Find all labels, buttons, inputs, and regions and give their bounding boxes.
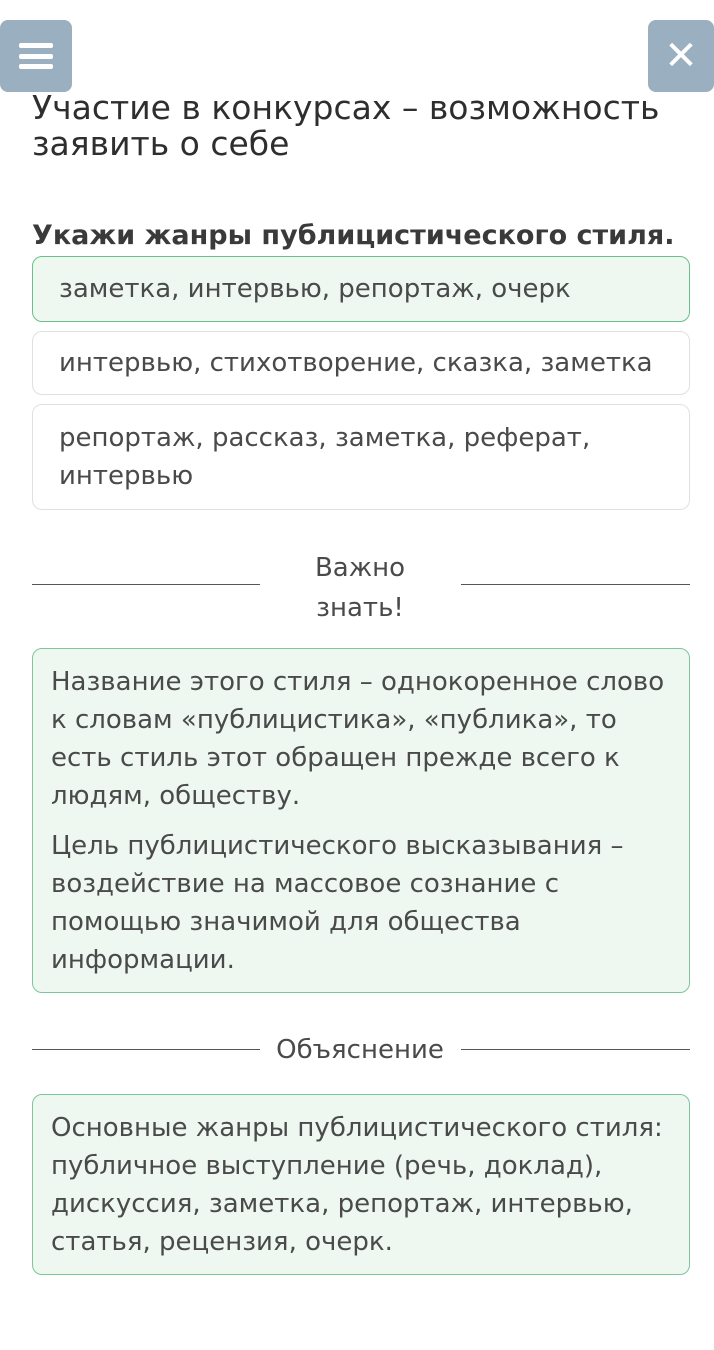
close-button[interactable] bbox=[648, 20, 714, 92]
divider-left bbox=[32, 584, 260, 585]
question-text: Укажи жанры публицистического стиля. bbox=[32, 220, 675, 251]
answer-option-label: репортаж, рассказ, заметка, реферат, интервью bbox=[59, 423, 591, 491]
important-info-box bbox=[32, 648, 690, 993]
explanation-heading: Объяснение bbox=[276, 1035, 444, 1065]
hamburger-menu-icon bbox=[19, 43, 53, 69]
answer-option-1[interactable] bbox=[32, 256, 690, 322]
important-paragraph: Название этого стиля – однокоренное слово к словам «публицистика», «публика», то есть стиль этот обращен прежде всего к людям, обществу. bbox=[51, 667, 665, 811]
lesson-title: Участие в конкурсах – возможность заявить о себе bbox=[32, 88, 660, 163]
divider-right bbox=[461, 584, 690, 585]
answer-option-3[interactable] bbox=[32, 404, 690, 510]
explanation-box bbox=[32, 1094, 690, 1275]
answer-option-label: заметка, интервью, репортаж, очерк bbox=[59, 274, 571, 304]
answer-option-label: интервью, стихотворение, сказка, заметка bbox=[59, 348, 653, 378]
explanation-text: Основные жанры публицистического стиля: публичное выступление (речь, доклад), дискуссия, заметка, репортаж, интервью, статья, рецензия, очерк. bbox=[51, 1113, 663, 1257]
answer-option-2[interactable] bbox=[32, 331, 690, 395]
divider-left bbox=[32, 1049, 260, 1050]
important-paragraph: Цель публицистического высказывания – воздействие на массовое сознание с помощью значимой для общества информации. bbox=[51, 831, 624, 975]
divider-right bbox=[461, 1049, 690, 1050]
important-heading: Важно знать! bbox=[314, 553, 406, 623]
menu-button[interactable] bbox=[0, 20, 72, 92]
close-icon: ✕ bbox=[664, 33, 698, 79]
